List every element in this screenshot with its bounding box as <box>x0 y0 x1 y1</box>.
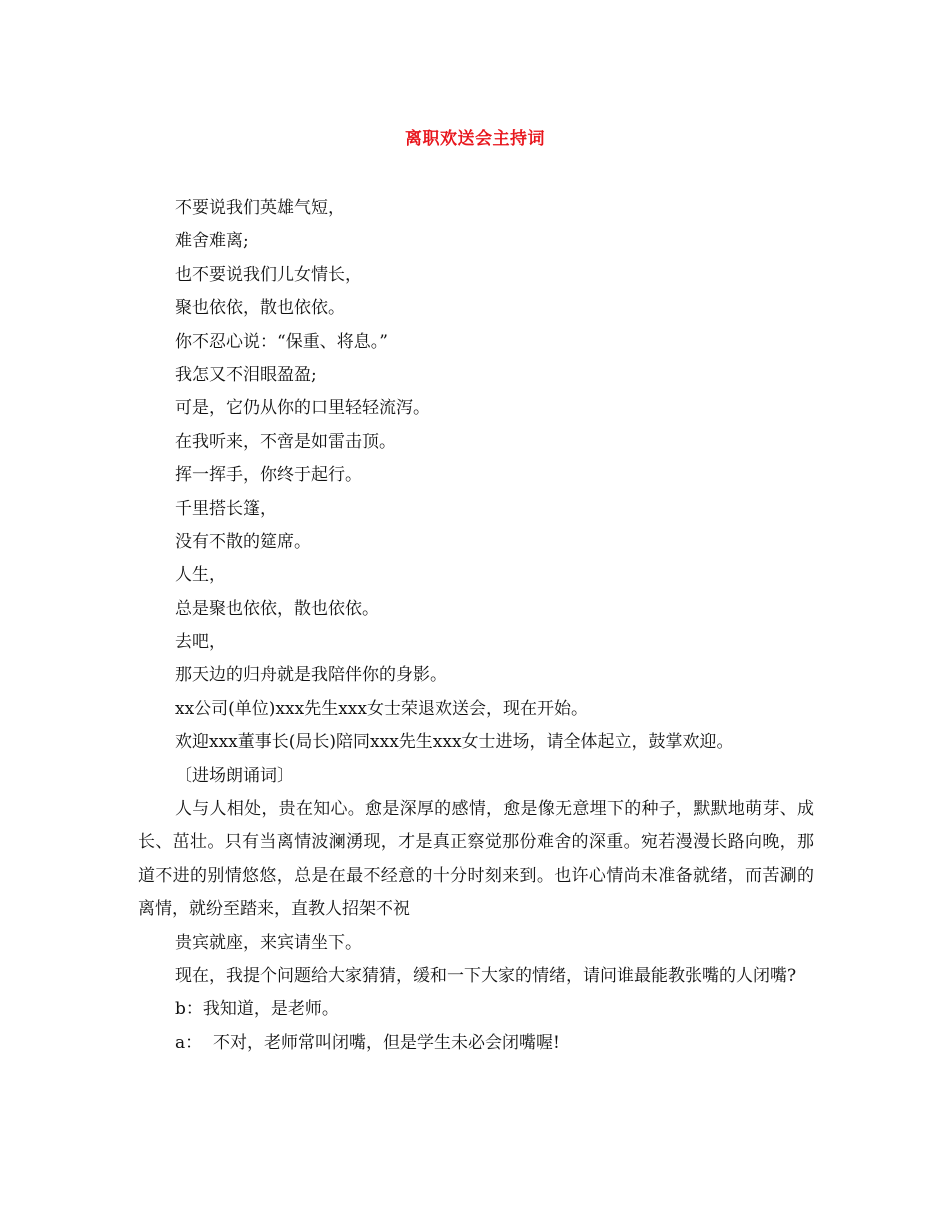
section-label: 〔进场朗诵词〕 <box>175 765 294 786</box>
dialogue-line-a: a： 不对，老师常叫闭嘴，但是学生未必会闭嘴喔! <box>175 1032 560 1053</box>
poem-line: 那天边的归舟就是我陪伴你的身影。 <box>175 665 447 686</box>
poem-line: 总是聚也依依，散也依依。 <box>175 598 379 619</box>
poem-line: 没有不散的筵席。 <box>175 531 311 552</box>
dialogue-line-b: b：我知道，是老师。 <box>175 999 339 1020</box>
document-body <box>138 192 814 1060</box>
poem-line: 也不要说我们儿女情长， <box>175 264 362 285</box>
poem-line: 我怎又不泪眼盈盈; <box>175 364 317 385</box>
welcome-announcement: 欢迎xxx董事长(局长)陪同xxx先生xxx女士进场，请全体起立，鼓掌欢迎。 <box>175 732 734 753</box>
poem-line: 千里搭长篷， <box>175 498 277 519</box>
recitation-paragraph: 人与人相处，贵在知心。愈是深厚的感情，愈是像无意埋下的种子，默默地萌芽、成长、茁壮。只有当离情波澜湧现，才是真正察觉那份难舍的深重。宛若漫漫长路向晚，那道不进的别情悠悠，总是在最不经意的十分时刻来到。也许心情尚未准备就绪，而苦涮的离情，就纷至踏来，直教人招架不祝 <box>138 799 814 920</box>
poem-line: 你不忍心说：“保重、将息。” <box>175 331 388 352</box>
poem-line: 人生， <box>175 565 226 586</box>
poem-line: 挥一挥手，你终于起行。 <box>175 465 362 486</box>
document-title: 离职欢送会主持词 <box>405 129 545 149</box>
poem-line: 在我听来，不啻是如雷击顶。 <box>175 431 396 452</box>
poem-line: 去吧， <box>175 632 226 653</box>
poem-line: 不要说我们英雄气短， <box>175 198 345 218</box>
opening-announcement: xx公司(单位)xxx先生xxx女士荣退欢送会，现在开始。 <box>175 698 588 719</box>
seating-announcement: 贵宾就座，来宾请坐下。 <box>175 932 362 953</box>
poem-line: 难舍难离; <box>175 231 249 252</box>
poem-line: 聚也依依，散也依依。 <box>175 298 345 319</box>
question-paragraph: 现在，我提个问题给大家猜猜，缓和一下大家的情绪，请问谁最能教张嘴的人闭嘴? <box>175 966 797 987</box>
poem-line: 可是，它仍从你的口里轻轻流泻。 <box>175 398 430 419</box>
